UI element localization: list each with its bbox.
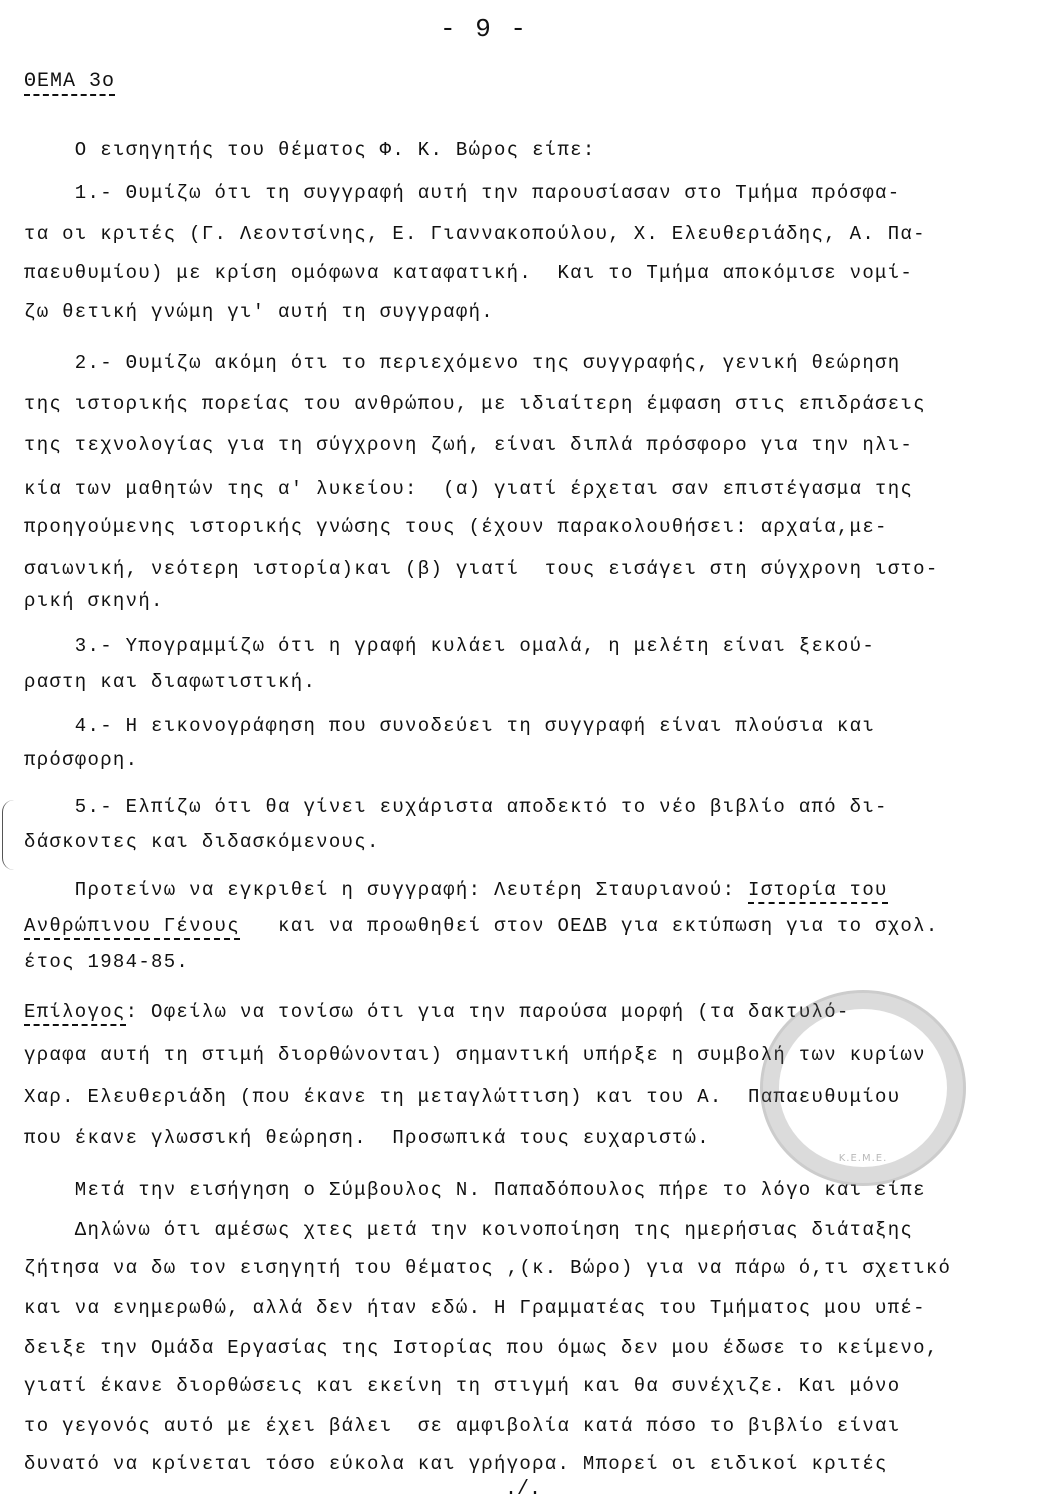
- epilogue-label: Επίλογος: [24, 1001, 126, 1026]
- closing-line: το γεγονός αυτό με έχει βάλει σε αμφιβολία κατά πόσο το βιβλίο είναι: [24, 1415, 901, 1437]
- closing-line: γιατί έκανε διορθώσεις και εκείνη τη στιγμή και θα συνέχιζε. Και μόνο: [24, 1375, 901, 1397]
- book-title: Ιστορία του: [748, 879, 888, 904]
- text-line: παευθυμίου) με κρίση ομόφωνα καταφατική. Και το Τμήμα αποκόμισε νομί-: [24, 262, 914, 284]
- text-line: κία των μαθητών της α' λυκείου: (α) γιατί έρχεται σαν επιστέγασμα της: [24, 478, 914, 500]
- proposal-line: [24, 914, 939, 938]
- epilogue-text: : Οφείλω να τονίσω ότι για την παρούσα μορφή (τα δακτυλό-: [125, 1001, 850, 1023]
- text-line: 3.- Υπογραμμίζω ότι η γραφή κυλάει ομαλά, η μελέτη είναι ξεκού-: [24, 635, 876, 657]
- closing-line: ζήτησα να δω τον εισηγητή του θέματος ,(κ. Βώρο) για να πάρω ό,τι σχετικό: [24, 1257, 952, 1279]
- book-title: Ανθρώπινου Γένους: [24, 915, 240, 940]
- text-line: 2.- Θυμίζω ακόμη ότι το περιεχόμενο της συγγραφής, γενική θεώρηση: [24, 352, 901, 374]
- page-number: - 9 -: [440, 14, 529, 44]
- epilogue-line: [24, 1000, 850, 1024]
- text-line: ραστη και διαφωτιστική.: [24, 671, 317, 693]
- text-line: 4.- Η εικονογράφηση που συνοδεύει τη συγγραφή είναι πλούσια και: [24, 715, 876, 737]
- text-line: της τεχνολογίας για τη σύγχρονη ζωή, είναι διπλά πρόσφορο για την ηλι-: [24, 434, 914, 456]
- proposal-text: και να προωθηθεί στον ΟΕΔΒ για εκτύπωση για το σχολ.: [239, 915, 939, 937]
- closing-line: Δηλώνω ότι αμέσως χτες μετά την κοινοποίηση της ημερήσιας διάταξης: [24, 1219, 914, 1241]
- text-line: ρική σκηνή.: [24, 590, 164, 612]
- text-line: ζω θετική γνώμη γι' αυτή τη συγγραφή.: [24, 301, 494, 323]
- epilogue-line: Χαρ. Ελευθεριάδη (που έκανε τη μεταγλώττιση) και του Α. Παπαευθυμίου: [24, 1086, 901, 1108]
- margin-bracket-mark: [2, 800, 17, 870]
- epilogue-line: που έκανε γλωσσική θεώρηση. Προσωπικά τους ευχαριστώ.: [24, 1127, 710, 1149]
- proposal-line: έτος 1984-85.: [24, 951, 190, 973]
- stamp-text: Κ.Ε.Μ.Ε.: [838, 1153, 888, 1164]
- closing-line: δυνατό να κρίνεται τόσο εύκολα και γρήγορα. Μπορεί οι ειδικοί κριτές: [24, 1453, 888, 1475]
- closing-line: Μετά την εισήγηση ο Σύμβουλος Ν. Παπαδόπουλος πήρε το λόγο και είπε: [24, 1179, 926, 1201]
- text-line: δάσκοντες και διδασκόμενους.: [24, 831, 380, 853]
- proposal-text: Προτείνω να εγκριθεί η συγγραφή: Λευτέρη Σταυριανού:: [24, 879, 749, 901]
- text-line: πρόσφορη.: [24, 749, 139, 771]
- official-stamp: [760, 990, 966, 1186]
- text-line: τα οι κριτές (Γ. Λεοντσίνης, Ε. Γιαννακοπούλου, Χ. Ελευθεριάδης, Α. Πα-: [24, 223, 926, 245]
- text-line: Ο εισηγητής του θέματος Φ. Κ. Βώρος είπε:: [24, 139, 596, 161]
- closing-line: δειξε την Ομάδα Εργασίας της Ιστορίας που όμως δεν μου έδωσε το κείμενο,: [24, 1337, 939, 1359]
- text-line: της ιστορικής πορείας του ανθρώπου, με ιδιαίτερη έμφαση στις επιδράσεις: [24, 393, 926, 415]
- text-line: προηγούμενης ιστορικής γνώσης τους (έχουν παρακολουθήσει: αρχαία,με-: [24, 516, 888, 538]
- text-line: 1.- Θυμίζω ότι τη συγγραφή αυτή την παρουσίασαν στο Τμήμα πρόσφα-: [24, 182, 901, 204]
- text-line: 5.- Ελπίζω ότι θα γίνει ευχάριστα αποδεκτό το νέο βιβλίο από δι-: [24, 796, 888, 818]
- continuation-mark: ./.: [505, 1478, 542, 1501]
- proposal-line: [24, 878, 888, 902]
- closing-line: και να ενημερωθώ, αλλά δεν ήταν εδώ. Η Γραμματέας του Τμήματος μου υπέ-: [24, 1297, 926, 1319]
- section-heading: ΘΕΜΑ 3ο: [24, 70, 115, 96]
- epilogue-line: γραφα αυτή τη στιμή διορθώνονται) σημαντική υπήρξε η συμβολή των κυρίων: [24, 1044, 926, 1066]
- text-line: σαιωνική, νεότερη ιστορία)και (β) γιατί τους εισάγει στη σύγχρονη ιστο-: [24, 558, 939, 580]
